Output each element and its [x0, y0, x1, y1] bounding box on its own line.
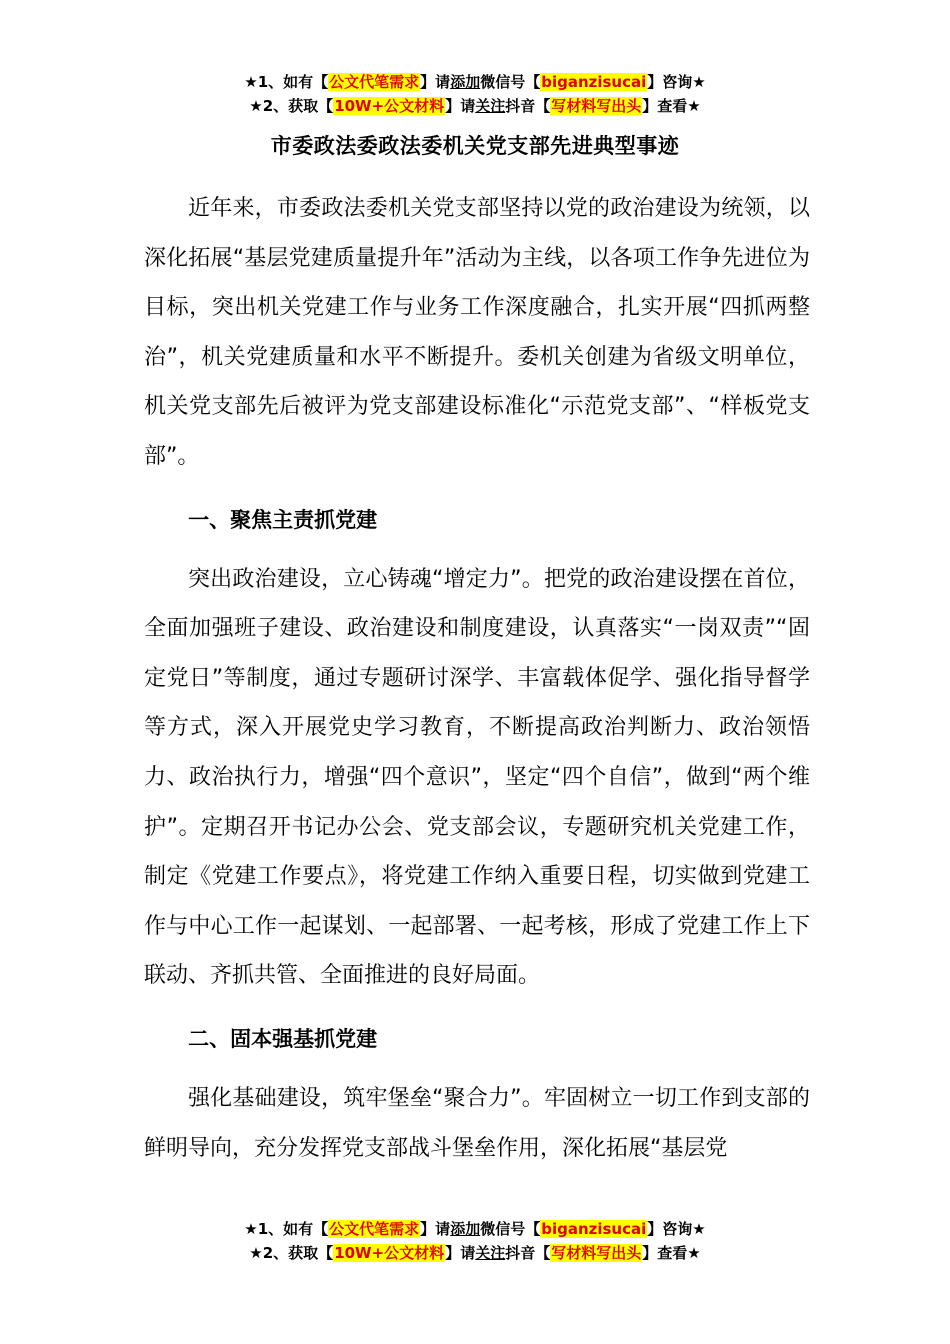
- banner-text: 微信号【: [480, 1220, 541, 1238]
- banner-highlight: 写材料写出头: [551, 1244, 642, 1262]
- paragraph-section-2: 强化基础建设，筑牢堡垒“聚合力”。牢固树立一切工作到支部的鲜明导向，充分发挥党支部战斗堡垒作用，深化拓展“基层党: [144, 1085, 810, 1161]
- banner-text: 】请: [420, 73, 451, 91]
- bottom-banner: [0, 1217, 950, 1265]
- banner-highlight: biganzisucai: [541, 1220, 647, 1238]
- banner-highlight: 写材料写出头: [551, 97, 642, 115]
- banner-highlight: 10W+公文材料: [334, 1244, 445, 1262]
- banner-text: 抖音【: [505, 97, 551, 115]
- banner-text: 】查看★: [642, 1244, 701, 1262]
- banner-text: 】请: [420, 1220, 451, 1238]
- banner-text: 抖音【: [505, 1244, 551, 1262]
- banner-text: 】咨询★: [647, 73, 706, 91]
- banner-text: 】查看★: [642, 97, 701, 115]
- banner-line-1: [0, 70, 950, 94]
- banner-line-2: [0, 94, 950, 118]
- section-heading-1: 一、聚焦主责抓党建: [188, 507, 378, 532]
- banner-underlined: 关注: [475, 97, 506, 115]
- paragraph-intro: 近年来，市委政法委机关党支部坚持以党的政治建设为统领，以深化拓展“基层党建质量提升年”活动为主线，以各项工作争先进位为目标，突出机关党建工作与业务工作深度融合，扎实开展“四抓两整治”，机关党建质量和水平不断提升。委机关创建为省级文明单位，机关党支部先后被评为党支部建设标准化“示范党支部”、“样板党支部”。: [144, 196, 810, 469]
- banner-text: ★2、获取【: [249, 97, 334, 115]
- banner-text: ★1、如有【: [244, 1220, 329, 1238]
- section-heading-2: 二、固本强基抓党建: [188, 1026, 378, 1051]
- banner-underlined: 添加: [450, 1220, 481, 1238]
- banner-highlight: biganzisucai: [541, 73, 647, 91]
- top-banner: [0, 70, 950, 118]
- banner-highlight: 公文代笔需求: [329, 73, 420, 91]
- banner-text: ★1、如有【: [244, 73, 329, 91]
- banner-highlight: 10W+公文材料: [334, 97, 445, 115]
- banner-underlined: 关注: [475, 1244, 506, 1262]
- document-title: 市委政法委政法委机关党支部先进典型事迹: [270, 134, 680, 158]
- banner-text: ★2、获取【: [249, 1244, 334, 1262]
- paragraph-section-1: 突出政治建设，立心铸魂“增定力”。把党的政治建设摆在首位，全面加强班子建设、政治建设和制度建设，认真落实“一岗双责”“固定党日”等制度，通过专题研讨深学、丰富载体促学、强化指导督学等方式，深入开展党史学习教育，不断提高政治判断力、政治领悟力、政治执行力，增强“四个意识”，坚定“四个自信”，做到“两个维护”。定期召开书记办公会、党支部会议，专题研究机关党建工作，制定《党建工作要点》，将党建工作纳入重要日程，切实做到党建工作与中心工作一起谋划、一起部署、一起考核，形成了党建工作上下联动、齐抓共管、全面推进的良好局面。: [144, 566, 810, 989]
- banner-underlined: 添加: [450, 73, 481, 91]
- banner-text: 微信号【: [480, 73, 541, 91]
- banner-text: 】咨询★: [647, 1220, 706, 1238]
- banner-text: 】请: [445, 1244, 476, 1262]
- banner-highlight: 公文代笔需求: [329, 1220, 420, 1238]
- document-body: [144, 184, 810, 1184]
- banner-line-2: [0, 1241, 950, 1265]
- banner-line-1: [0, 1217, 950, 1241]
- banner-text: 】请: [445, 97, 476, 115]
